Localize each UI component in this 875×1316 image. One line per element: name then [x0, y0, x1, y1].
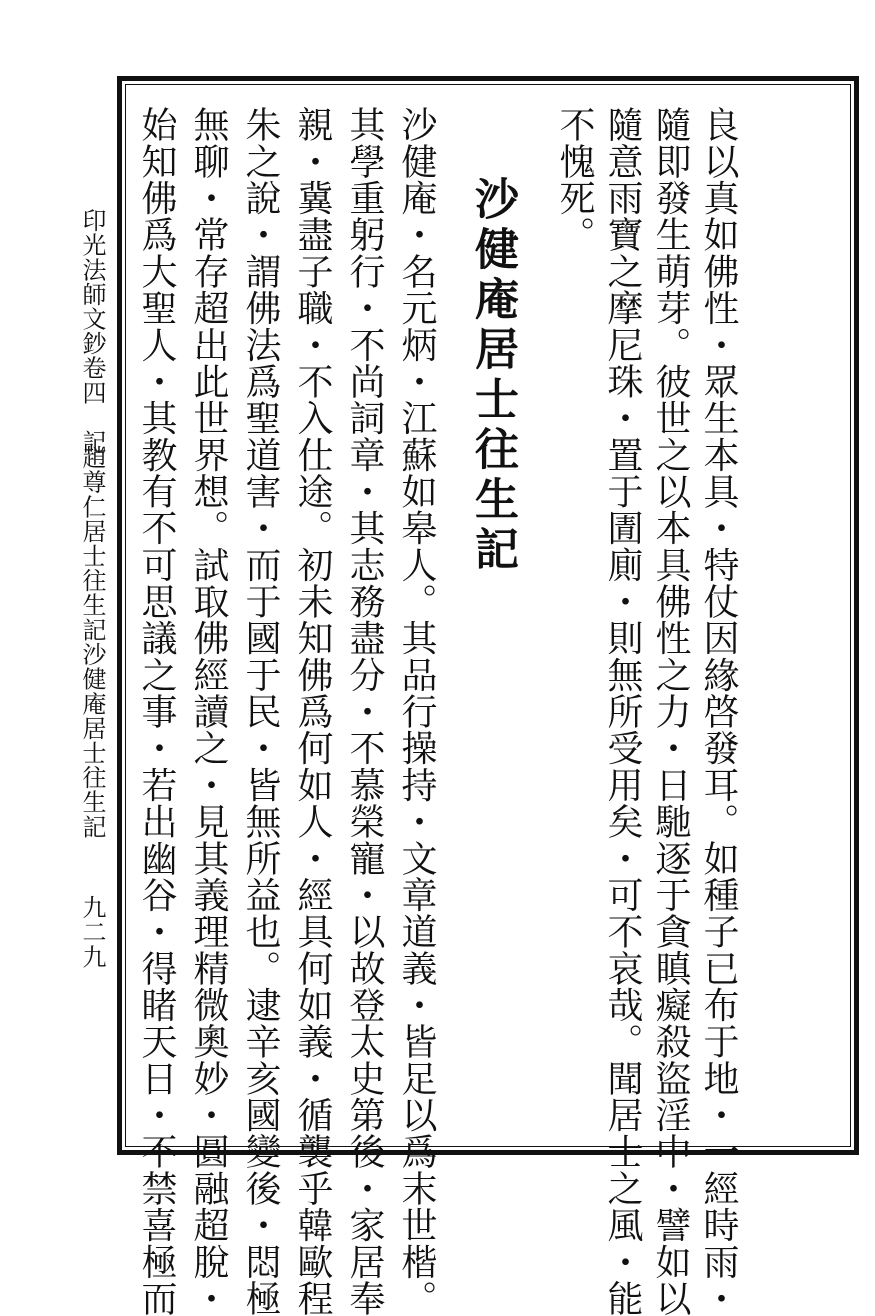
text-column: 沙健庵・名元炳・江蘇如皋人。其品行操持・文章道義・皆足以爲末世楷。 — [396, 106, 437, 1316]
text-column: 不愧死。 — [554, 106, 595, 253]
text-column: 隨意雨寶之摩尼珠・置于圊廁・則無所受用矣・可不哀哉。聞居士之風・能 — [602, 106, 643, 1316]
text-column: 隨即發生萌芽。彼世之以本具佛性之力・日馳逐于貪瞋癡殺盜淫中・譬如以 — [650, 106, 691, 1316]
text-column: 其學重躬行・不尚詞章・其志務盡分・不慕榮寵・以故登太史第後・家居奉 — [344, 106, 385, 1316]
text-column: 良以真如佛性・眾生本具・特仗因緣啓發耳。如種子已布于地・一經時雨・ — [698, 106, 739, 1316]
text-column: 朱之說・謂佛法爲聖道害・而于國于民・皆無所益也。逮辛亥國變後・悶極 — [240, 106, 281, 1316]
margin-curr-essay-title: 沙健庵居士往生記 — [78, 642, 106, 839]
text-column: 始知佛爲大聖人・其教有不可思議之事・若出幽谷・得睹天日・不禁喜極而 — [136, 106, 177, 1316]
margin-book-title: 印光法師文鈔卷四 記 — [78, 208, 106, 454]
margin-prev-essay-title: 趙尊仁居士往生記 — [78, 445, 106, 642]
page-number: 九二九 — [78, 895, 106, 969]
text-column: 無聊・常存超出此世界想。試取佛經讀之・見其義理精微奧妙・圓融超脫・ — [188, 106, 229, 1316]
text-column: 親・冀盡子職・不入仕途。初未知佛爲何如人・經具何如義・循襲乎韓歐程 — [292, 106, 333, 1316]
essay-title: 沙健庵居士往生記 — [467, 176, 518, 576]
